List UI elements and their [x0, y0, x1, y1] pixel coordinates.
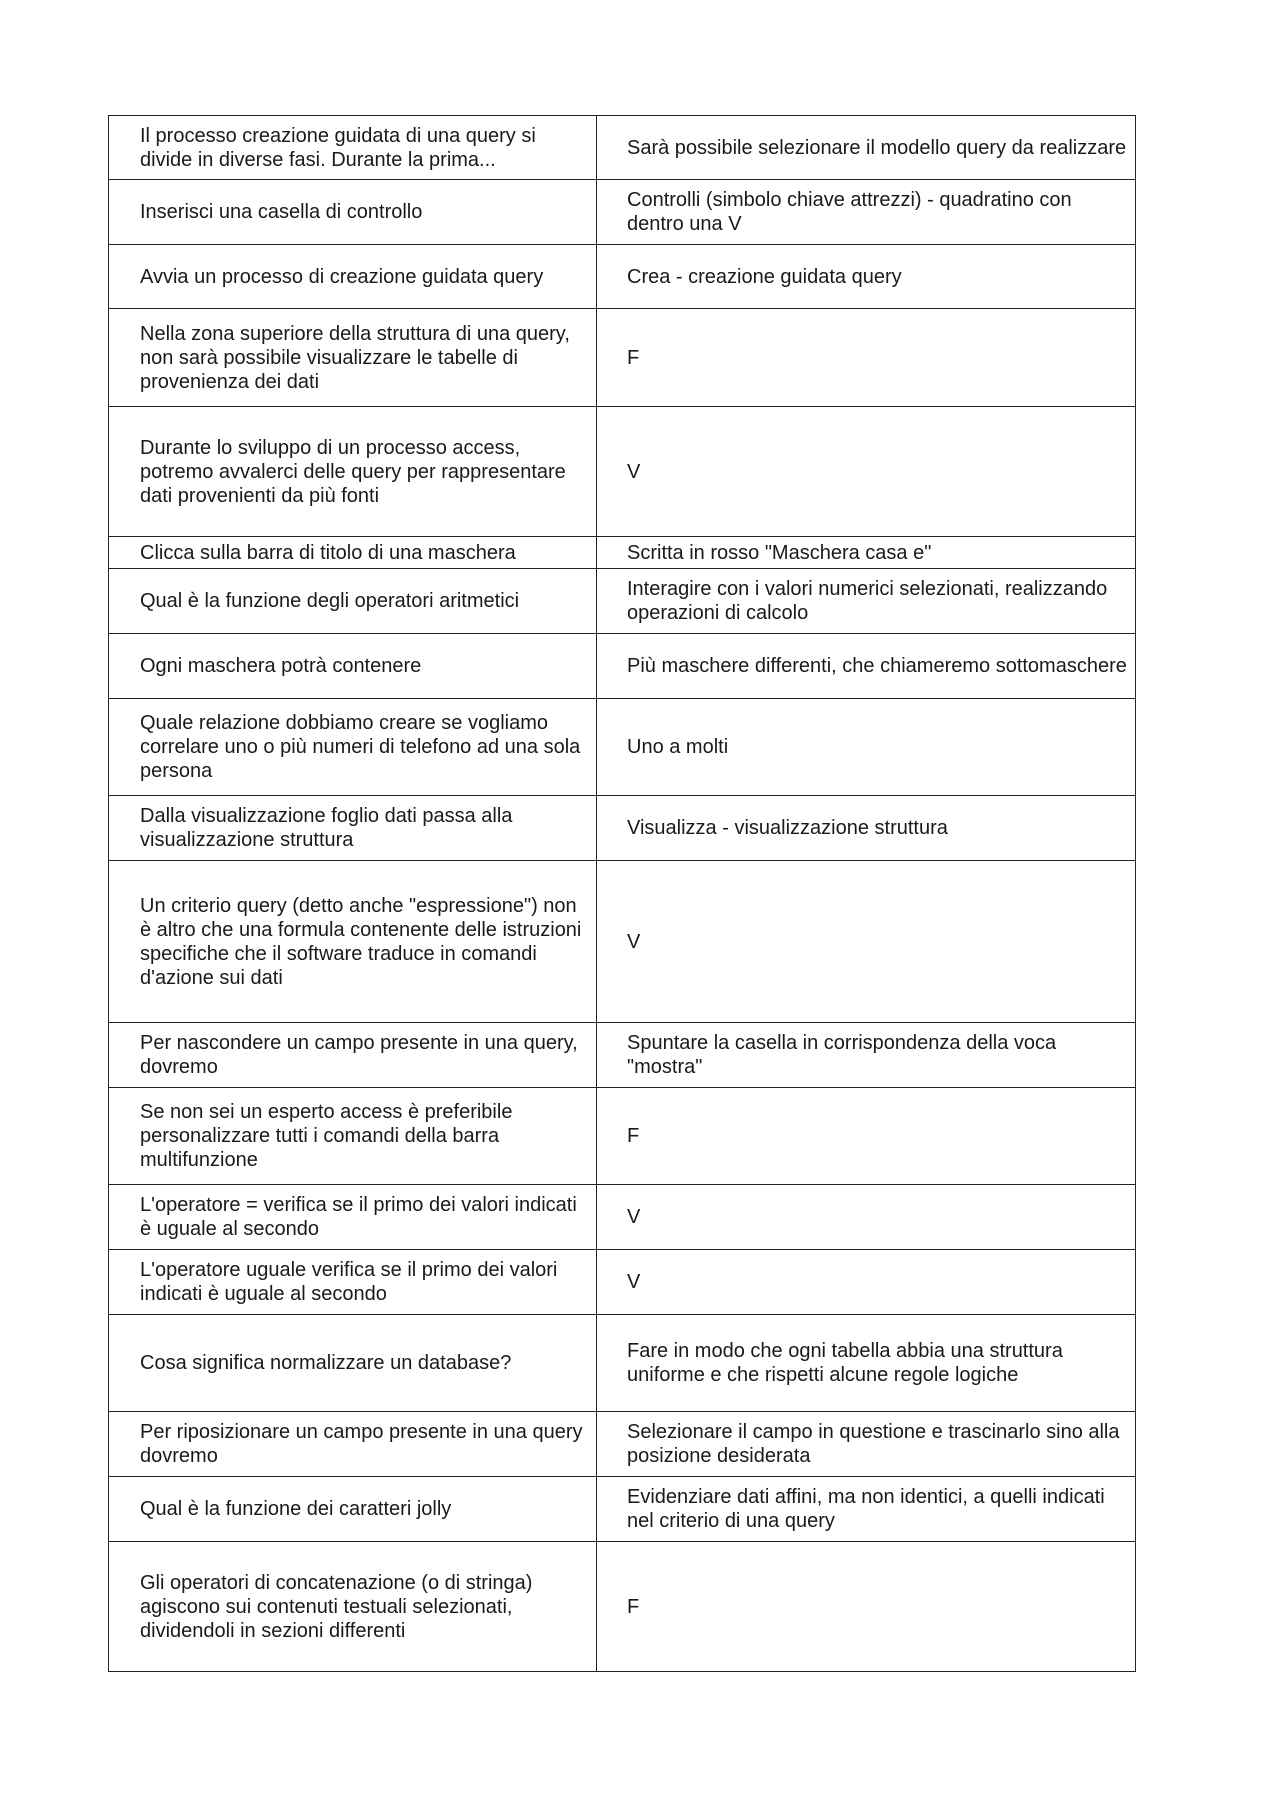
answer-cell: Più maschere differenti, che chiameremo sottomaschere [597, 634, 1136, 699]
table-row [109, 245, 1136, 309]
table-row [109, 1023, 1136, 1088]
answer-cell: F [597, 309, 1136, 407]
table-row [109, 1185, 1136, 1250]
answer-cell: Interagire con i valori numerici selezionati, realizzando operazioni di calcolo [597, 569, 1136, 634]
qa-table-body [109, 116, 1136, 1672]
table-row [109, 1088, 1136, 1185]
answer-cell: Uno a molti [597, 699, 1136, 796]
answer-cell: Scritta in rosso "Maschera casa e" [597, 537, 1136, 569]
table-row [109, 180, 1136, 245]
answer-cell: Sarà possibile selezionare il modello query da realizzare [597, 116, 1136, 180]
question-cell: Qual è la funzione dei caratteri jolly [109, 1477, 597, 1542]
question-cell: Qual è la funzione degli operatori aritmetici [109, 569, 597, 634]
table-row [109, 634, 1136, 699]
table-row [109, 861, 1136, 1023]
answer-cell: Fare in modo che ogni tabella abbia una struttura uniforme e che rispetti alcune regole logiche [597, 1315, 1136, 1412]
question-cell: Per nascondere un campo presente in una query, dovremo [109, 1023, 597, 1088]
question-cell: Dalla visualizzazione foglio dati passa alla visualizzazione struttura [109, 796, 597, 861]
question-cell: Clicca sulla barra di titolo di una maschera [109, 537, 597, 569]
answer-cell: V [597, 407, 1136, 537]
table-row [109, 1477, 1136, 1542]
table-row [109, 309, 1136, 407]
answer-cell: Selezionare il campo in questione e trascinarlo sino alla posizione desiderata [597, 1412, 1136, 1477]
answer-cell: Evidenziare dati affini, ma non identici, a quelli indicati nel criterio di una query [597, 1477, 1136, 1542]
table-row [109, 1315, 1136, 1412]
question-cell: Per riposizionare un campo presente in una query dovremo [109, 1412, 597, 1477]
answer-cell: F [597, 1088, 1136, 1185]
question-cell: L'operatore uguale verifica se il primo dei valori indicati è uguale al secondo [109, 1250, 597, 1315]
question-cell: Il processo creazione guidata di una query si divide in diverse fasi. Durante la prima... [109, 116, 597, 180]
question-cell: Nella zona superiore della struttura di una query, non sarà possibile visualizzare le tabelle di provenienza dei dati [109, 309, 597, 407]
answer-cell: Spuntare la casella in corrispondenza della voca "mostra" [597, 1023, 1136, 1088]
question-cell: Un criterio query (detto anche "espressione") non è altro che una formula contenente delle istruzioni specifiche che il software traduce in comandi d'azione sui dati [109, 861, 597, 1023]
table-row [109, 699, 1136, 796]
table-row [109, 569, 1136, 634]
question-cell: Durante lo sviluppo di un processo access, potremo avvalerci delle query per rappresentare dati provenienti da più fonti [109, 407, 597, 537]
table-row [109, 796, 1136, 861]
answer-cell: Controlli (simbolo chiave attrezzi) - quadratino con dentro una V [597, 180, 1136, 245]
table-row [109, 1250, 1136, 1315]
answer-cell: V [597, 1250, 1136, 1315]
question-cell: Cosa significa normalizzare un database? [109, 1315, 597, 1412]
answer-cell: V [597, 1185, 1136, 1250]
table-row [109, 537, 1136, 569]
table-row [109, 407, 1136, 537]
table-row [109, 1412, 1136, 1477]
question-cell: Gli operatori di concatenazione (o di stringa) agiscono sui contenuti testuali selezionati, dividendoli in sezioni differenti [109, 1542, 597, 1672]
question-cell: Inserisci una casella di controllo [109, 180, 597, 245]
question-cell: Quale relazione dobbiamo creare se vogliamo correlare uno o più numeri di telefono ad una sola persona [109, 699, 597, 796]
qa-table [108, 115, 1136, 1672]
table-row [109, 1542, 1136, 1672]
question-cell: L'operatore = verifica se il primo dei valori indicati è uguale al secondo [109, 1185, 597, 1250]
question-cell: Ogni maschera potrà contenere [109, 634, 597, 699]
answer-cell: Visualizza - visualizzazione struttura [597, 796, 1136, 861]
answer-cell: Crea - creazione guidata query [597, 245, 1136, 309]
question-cell: Se non sei un esperto access è preferibile personalizzare tutti i comandi della barra multifunzione [109, 1088, 597, 1185]
question-cell: Avvia un processo di creazione guidata query [109, 245, 597, 309]
table-row [109, 116, 1136, 180]
answer-cell: F [597, 1542, 1136, 1672]
answer-cell: V [597, 861, 1136, 1023]
